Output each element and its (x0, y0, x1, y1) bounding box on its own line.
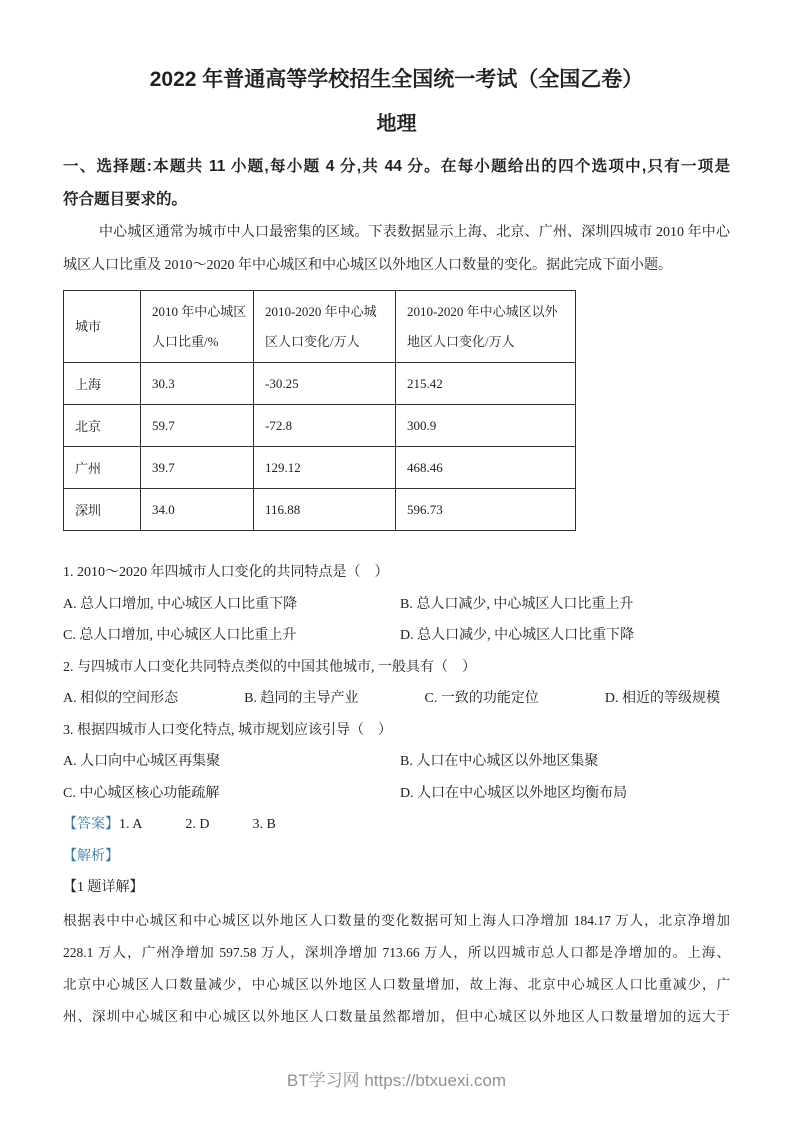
option-d: D. 总人口减少, 中心城区人口比重下降 (400, 628, 635, 643)
table-cell: 30.3 (141, 363, 254, 405)
table-header-share-2010: 2010 年中心城区人口比重/% (141, 291, 254, 363)
question-2-options (63, 683, 730, 715)
table-header-outside-change: 2010-2020 年中心城区以外地区人口变化/万人 (396, 291, 576, 363)
option-c: C. 一致的功能定位 (424, 691, 539, 706)
intro-line: 城区人口比重及 2010～2020 年中心城区和中心城区以外地区人口数量的变化。据此完成下面小题。 (63, 258, 672, 273)
answer-item-2: 2. D (185, 817, 210, 832)
table-cell: 深圳 (64, 489, 141, 531)
analysis-label: 【解析】 (63, 848, 119, 864)
watermark-footer (0, 1066, 793, 1091)
footer-link[interactable]: BT学习网 https://btxuexi.com (286, 1071, 507, 1090)
exam-title: 2022 年普通高等学校招生全国统一考试（全国乙卷） (149, 68, 644, 91)
intro-paragraph (63, 216, 730, 282)
option-b: B. 总人口减少, 中心城区人口比重上升 (400, 596, 634, 612)
option-a: A. 人口向中心城区再集聚 (63, 754, 221, 769)
option-a: A. 相似的空间形态 (63, 691, 179, 706)
option-c: C. 中心城区核心功能疏解 (63, 785, 220, 801)
question-3-options (63, 746, 730, 809)
question-2-stem: 2. 与四城市人口变化共同特点类似的中国其他城市, 一般具有（ ） (63, 659, 476, 675)
table-cell: -30.25 (254, 363, 396, 405)
detail-heading: 【1 题详解】 (63, 880, 144, 895)
table-cell: 596.73 (396, 489, 576, 531)
table-cell: 北京 (64, 405, 141, 447)
table-cell: 215.42 (396, 363, 576, 405)
table-header-city: 城市 (64, 291, 141, 363)
questions-section (63, 557, 730, 1033)
option-d: D. 相近的等级规模 (604, 691, 720, 706)
analysis-line: 北京中心城区人口数量减少，中心城区以外地区人口数量增加，故上海、北京中心城区人口比重减少，广 (63, 976, 730, 992)
table-header-central-change: 2010-2020 年中心城区人口变化/万人 (254, 291, 396, 363)
answer-label: 【答案】 (63, 817, 119, 832)
question-1-options (63, 589, 730, 652)
table-cell: -72.8 (254, 405, 396, 447)
option-b: B. 趋同的主导产业 (244, 691, 359, 706)
table-cell: 39.7 (141, 447, 254, 489)
intro-line: 中心城区通常为城市中人口最密集的区域。下表数据显示上海、北京、广州、深圳四城市 2010 年中心 (99, 225, 730, 240)
question-3 (63, 715, 730, 810)
answer-item-1: 1. A (119, 817, 143, 832)
table-cell: 129.12 (254, 447, 396, 489)
section-heading (63, 150, 730, 216)
table-cell: 广州 (64, 447, 141, 489)
table-cell: 59.7 (141, 405, 254, 447)
population-data-table (63, 290, 576, 531)
option-c: C. 总人口增加, 中心城区人口比重上升 (63, 628, 297, 643)
option-b: B. 人口在中心城区以外地区集聚 (400, 754, 599, 769)
table-cell: 468.46 (396, 447, 576, 489)
table-cell: 34.0 (141, 489, 254, 531)
section-heading-line: 一、选择题:本题共 11 小题,每小题 4 分,共 44 分。在每小题给出的四个选项中,只有一项是 (63, 158, 730, 175)
analysis-paragraph (63, 905, 730, 1033)
table-cell: 300.9 (396, 405, 576, 447)
option-d: D. 人口在中心城区以外地区均衡布局 (400, 785, 628, 801)
option-a: A. 总人口增加, 中心城区人口比重下降 (63, 596, 298, 612)
analysis-line: 根据表中中心城区和中心城区以外地区人口数量的变化数据可知上海人口净增加 184.17 万人，北京净增加 (63, 912, 730, 928)
question-2 (63, 652, 730, 715)
table-row (64, 489, 576, 531)
table-row (64, 447, 576, 489)
table-cell: 上海 (64, 363, 141, 405)
answer-item-3: 3. B (252, 817, 276, 832)
analysis-line: 228.1 万人，广州净增加 597.58 万人，深圳净增加 713.66 万人，所以四城市总人口都是净增加的。上海、 (63, 944, 730, 960)
table-row (64, 405, 576, 447)
question-1-stem: 1. 2010～2020 年四城市人口变化的共同特点是（ ） (63, 565, 389, 580)
answers-line (63, 809, 730, 841)
question-1 (63, 557, 730, 652)
table-header-row (64, 291, 576, 363)
analysis-line: 州、深圳中心城区和中心城区以外地区人口数量虽然都增加，但中心城区以外地区人口数量增加的远大于 (63, 1008, 730, 1024)
subject-title: 地理 (376, 113, 417, 135)
table-row (64, 363, 576, 405)
section-heading-line: 符合题目要求的。 (63, 191, 188, 208)
table-cell: 116.88 (254, 489, 396, 531)
question-3-stem: 3. 根据四城市人口变化特点, 城市规划应该引导（ ） (63, 722, 392, 738)
